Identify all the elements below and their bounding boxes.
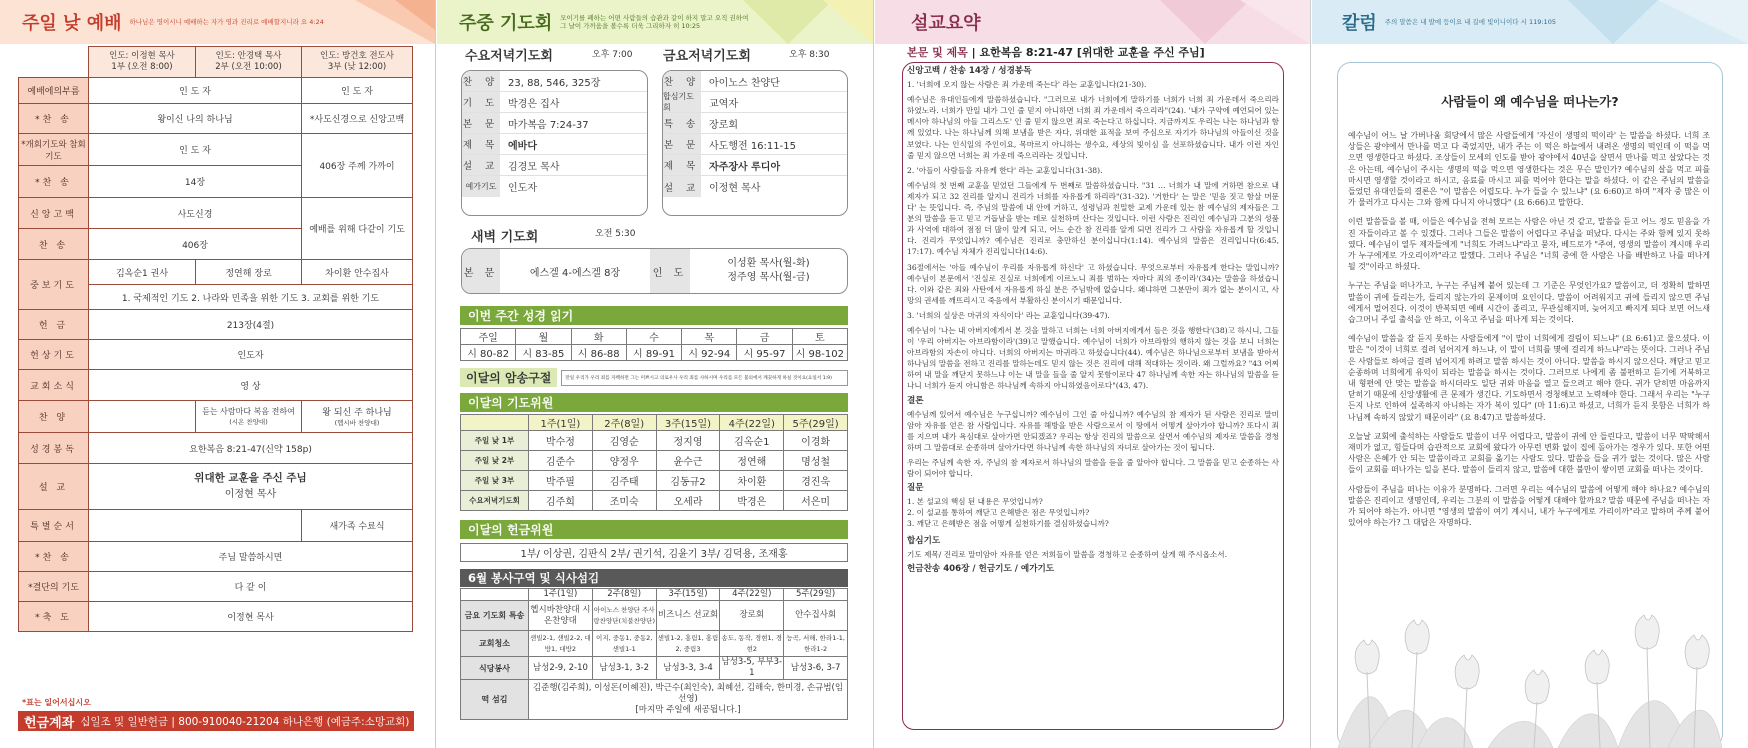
- service-category: 금요 기도회 특송: [461, 601, 529, 631]
- prayer-row-key: 본 문: [462, 113, 500, 133]
- prayer-row: [663, 176, 847, 197]
- prayer-row-key: 제 목: [663, 155, 701, 175]
- prayer-row: [663, 155, 847, 176]
- reading-day: 토: [792, 329, 847, 345]
- header-decoration: [295, 0, 435, 44]
- column-text: [1348, 130, 1710, 537]
- reading-day: 주일: [461, 329, 516, 345]
- sermon-paragraph: 우리는 주님께 속한 자, 주님의 참 제자로서 하나님의 말씀을 듣을 줄 알아야 합니다. 그 말씀을 믿고 순종하는 사람이 되어야 합니다.: [907, 458, 1279, 479]
- prayer-week-head: 2주(8일): [592, 415, 656, 431]
- service-cell: 김준행(김주희), 이성돈(이혜진), 박근수(최인숙), 최혜선, 김해숙, 한미경, 손규범(임선영) [마지막 주일에 새공됩니다.]: [529, 680, 848, 720]
- prayer-name: 정지영: [656, 431, 720, 451]
- column-paragraph: 오늘날 교회에 출석하는 사람들도 말씀이 너무 어렵다고, 말씀이 귀에 안 들린다고, 말씀이 너무 딱딱해서 재미가 없고, 힘들다며 습관적으로 교회에 왔다가 아무런 변화 없이 집에 돌아가는 경우가 있다. 또한 어떤 사람은 은혜가 안 되는 말씀이라고 교회를 옮기는 사람도 있다. 말씀을 들을 귀가 없는 것이다. 많은 사람들이 교회를 떠나가는 일을 본다. 말씀이 들리지 않고, 말씀에 대한 불만이 쌓이면 교회를 떠나는 것이다.: [1348, 431, 1710, 475]
- service-3-head: 인도: 방건호 전도사 3부 (낮 12:00): [302, 47, 413, 78]
- fri-prayer-box: [662, 70, 848, 216]
- prayer-row-value: 사도행전 16:11-15: [709, 140, 796, 152]
- sermon-paragraph: 3. '너희의 실상은 마귀의 자식이다' 라는 교훈입니다(39-47).: [907, 310, 1110, 320]
- prayer-row-key: 제 목: [462, 134, 500, 154]
- prayer-name: 박경은: [720, 491, 784, 511]
- order-row: *찬 송 14장: [19, 166, 413, 198]
- header-verse: 하나님은 영이시니 예배하는 자가 영과 진리로 예배할지니라 요 4:24: [129, 18, 324, 26]
- question-item: 2. 이 설교를 통하여 깨닫고 은혜받은 점은 무엇입니까?: [907, 508, 1090, 518]
- prayer-row: [462, 176, 647, 197]
- column-paragraph: 이런 말씀들을 볼 때, 이들은 예수님을 전혀 모르는 사람은 아닌 것 같고, 말씀을 듣고 어느 정도 믿음을 가진 자들이라고 볼 수 있겠다. 그러나 그들은 말씀이 어렵다고 주님을 떠났다. 다시는 주와 함께 있지 못하였다. 예수님이 열두 제자들에게 "너희도 가려느냐"라고 묻자, 베드로가 "주여, 영생의 말씀이 계시매 우리가 누구에게로 가오리이까"라고 말했다. 그러나 주님은 "너희 중에 한 사람은 나를 배반하고 나를 떠나게 될 것"이라고 하셨다.: [1348, 217, 1710, 272]
- question-item: 3. 깨닫고 은혜받은 점을 어떻게 실천하기를 결심하셨습니까?: [907, 519, 1109, 529]
- wed-prayer-box: [461, 70, 648, 216]
- service-cell: 남성3-6, 3-7: [784, 657, 848, 680]
- service-table: [460, 588, 848, 720]
- prayer-row-value: 박경은 집사: [508, 98, 560, 110]
- prayer-week-head: 3주(15일): [656, 415, 720, 431]
- service-cell: 남성2-9, 2-10: [529, 657, 593, 680]
- panel-sunday-worship: [0, 0, 436, 748]
- header-verse: 주의 말씀은 내 발에 등이요 내 길에 빛이니이다 시 119:105: [1384, 18, 1556, 26]
- header-decoration: [1548, 0, 1748, 44]
- order-row: *결단의 기도 다 같 이: [19, 572, 413, 602]
- fri-prayer-title: 금요저녁기도회: [660, 45, 754, 64]
- sermon-paragraph: 1. '너희에 오지 않는 사람은 죄 가운데 죽는다' 라는 교훈입니다(21-30).: [907, 80, 1147, 90]
- sermon-paragraph: 36절에서는 '아들 예수님이 우리를 자유롭게 하신다' 고 하셨습니다. 무엇으로부터 자유롭게 한다는 말입니까? 예수님이 본문에서 '진실로 진실로 너희에게 이르노니 죄를 범하는 자마다 죄의 종이라'(34)는 말씀을 하셨습니다. 이와 같은 죄와 사탄에서 자유롭게 하실 분은 주님밖에 없습니다. 왜냐하면 그분만이 죄가 없는 분이시고, 사망의 권세를 깨뜨리시고 죽음에서 부활하신 분이시기 때문입니다.: [907, 262, 1279, 305]
- order-row: 헌 금 213장(4절): [19, 310, 413, 340]
- prayer-row-value: 인도자: [508, 183, 537, 194]
- prayer-name: 오세라: [656, 491, 720, 511]
- prayer-week-head: 5주(29일): [784, 415, 848, 431]
- service-category: 떡 섬김: [461, 680, 529, 720]
- order-row: *찬 송 주님 말씀하시면: [19, 542, 413, 572]
- prayer-name: 김주희: [529, 491, 593, 511]
- prayer-service: 주일 낮 2부: [461, 451, 529, 471]
- order-row: 특별순서 새가족 수료식: [19, 510, 413, 542]
- dawn-prayer-title: 새벽 기도회: [468, 226, 541, 245]
- prayer-row-key: 본 문: [663, 134, 701, 154]
- service-cell: 샌빌1-2, 홍림1, 홍림2, 중림3: [656, 631, 720, 657]
- prayer-row: [462, 113, 647, 134]
- panel-column: [1312, 0, 1748, 748]
- sermon-footer: 헌금찬송 406장 / 헌금기도 / 예가기도: [907, 563, 1055, 574]
- prayer-row-key: 찬 양: [462, 71, 500, 91]
- offering-committee: 1부/ 이상권, 김판식 2부/ 권기석, 김윤기 3부/ 김덕용, 조재홍: [460, 543, 848, 562]
- reading-day: 목: [682, 329, 737, 345]
- sermon-paragraph: 예수님의 첫 번째 교훈을 믿었던 그들에게 두 번째로 말씀하셨습니다. "31 … 너희가 내 말에 거하면 참으로 내 제자가 되고 32 진리를 알지니 진리가 너희를 자유롭게 하리라"(31-32). '거한다' 는 말은 '믿음 짓고 함살 머문다' 는 뜻입니다. 즉, 주님의 말씀에 내 안에 거하고, 성령님과 친밀한 교제 가운데 있는 참 예수님의 제자들은 그분의 말씀을 듣고 믿고 거듭남을 받는 데로 실천하며 산다는 것입니다. 이런 사람은 진리인 예수님과 그분의 성품과 사역에 대하여 점점 더 많이 알게 되고, 어느 순간 참 진리를 알게 되면 진리가 그 사람을 자유롭게 할 것입니다. 진리가 무엇입니까? 예수님은 진리로 충만하신 분이십니다(1:14). 예수님의 말씀은 진리입니다(6:45, 17:17). 예수님 자체가 진리입니다(14:6).: [907, 180, 1279, 257]
- fri-prayer-time: 오후 8:30: [786, 47, 832, 60]
- prayer-row-value: 마가복음 7:24-37: [508, 119, 589, 131]
- sermon-paragraph: 예수님께 있어서 예수님은 누구십니까? 예수님이 그인 줄 아십니까? 예수님의 참 제자가 된 사람은 진리로 말미암아 자유를 얻은 참 사람입니다. 자유를 해방을 받은 사람으로서 이 땅에서 어떻게 살아가야 합니까? 또다시 죄를 지으며 내가 욕심대로 살아가면 안되겠죠? 우리는 항상 진리의 말씀으로 살면서 예수님의 제자로 말씀을 경청하며 그 말씀대로 순종하며 살아가다면 하나님께 속한 하나님의 자녀로 살아가는 것이 됩니다.: [907, 409, 1279, 452]
- service-week-head: 4주(22일): [720, 589, 784, 601]
- offering-account: 헌금계좌 십일조 및 일반헌금 | 800-910040-21204 하나은행 (예금주:소망교회): [18, 711, 414, 731]
- prayer-name: 이경화: [784, 431, 848, 451]
- prayer-row: [663, 134, 847, 155]
- prayer-name: 김동규2: [656, 471, 720, 491]
- prayer-row-value: 교역자: [709, 98, 738, 110]
- order-row: 교회소식 영 상: [19, 370, 413, 401]
- order-row: 중보기도 김옥순1 권사 정연해 장로 차이환 안수집사: [19, 260, 413, 285]
- service-title: 6월 봉사구역 및 식사섬김: [460, 569, 848, 587]
- prayer-row-value: 김경모 목사: [508, 161, 560, 173]
- order-row: *축 도 이정현 목사: [19, 602, 413, 632]
- table-row: [461, 680, 848, 720]
- prayer-row-value: 에바다: [508, 140, 537, 152]
- wed-prayer-title: 수요저녁기도회: [462, 45, 556, 64]
- service-2-head: 인도: 안경택 목사 2부 (오전 10:00): [196, 47, 302, 78]
- service-week-head: 2주(8일): [592, 589, 656, 601]
- prayer-name: 김옥순1: [720, 431, 784, 451]
- service-category: 교회청소: [461, 631, 529, 657]
- reading-day: 화: [571, 329, 626, 345]
- header-decoration: [703, 0, 873, 44]
- prayer-name: 명성철: [784, 451, 848, 471]
- prayer-row-value: 23, 88, 546, 325장: [508, 77, 601, 89]
- prayer-committee-title: 이달의 기도위원: [460, 393, 848, 412]
- wed-prayer-time: 오후 7:00: [589, 47, 635, 60]
- page-title: 주일 낮 예배: [22, 13, 122, 34]
- service-cell: 헵시바찬양대 시온찬양대: [529, 601, 593, 631]
- service-cell: 샌빌2-1, 샌빌2-2, 대방1, 대방2: [529, 631, 593, 657]
- prayer-name: 차이환: [720, 471, 784, 491]
- prayer-row-value: 아이노스 찬양단: [709, 77, 780, 89]
- prayer-name: 정연해: [720, 451, 784, 471]
- page-title: 설교요약: [911, 13, 981, 34]
- prayer-row: [663, 71, 847, 92]
- order-row: *찬 송 왕이신 나의 하나님 *사도신경으로 신앙고백: [19, 104, 413, 134]
- worship-order-table: [18, 46, 413, 632]
- table-row: [461, 431, 848, 451]
- service-cell: 장로회: [720, 601, 784, 631]
- service-cell: 남성3-5, 부부3-1: [721, 657, 783, 678]
- dawn-text: 에스겔 4-에스겔 8장: [529, 267, 621, 279]
- sermon-paragraph: 예수님이 '나는 내 아버지에게서 본 것을 말하고 너희는 너희 아버지에게서 들은 것을 행한다'(38)고 하시니, 그들이 '우리 아버지는 아브라함이라'(39)고 말했습니다. 예수님이 너희가 아브라함의 행하지 않는 것을 보니 너희는 아브라함의 자손이 아니다. 너희의 아버지는 마귀라고 하셨습니다(44). 예수님은 하나님으로부터 보냄을 받아서 하나님의 말씀을 전하고 진리를 말하는데도 믿지 않는 것은 진리에 대해 적대하는 것이라. 왜 그럴까요? "43 어찌하여 내 말을 깨닫지 못하느냐 이는 내 말을 들을 줄 알지 못함이로다 47 하나님께 속한 자는 하나님의 말씀을 듣나니 너희가 듣지 아니함은 하나님께 속하지 아니하였음이로다"(43, 47).: [907, 325, 1279, 391]
- order-row: 찬 송 406장: [19, 229, 413, 260]
- service-cell: 아이노스 찬양단 주사랑찬양단(치불찬양단): [592, 601, 656, 631]
- prayer-row: [663, 92, 847, 113]
- prayer-service: 수요저녁기도회: [461, 491, 529, 511]
- table-row: [461, 471, 848, 491]
- header-column: [1312, 0, 1748, 44]
- prayer-name: 조미숙: [592, 491, 656, 511]
- dawn-prayer-time: 오전 5:30: [592, 226, 638, 239]
- prayer-row: [462, 92, 647, 113]
- dawn-prayer-box: 본 문 에스겔 4-에스겔 8장 인 도 이성환 목사(월-화) 정주영 목사(월-금): [461, 248, 848, 294]
- service-cell: 비즈니스 선교회: [656, 601, 720, 631]
- panel-sermon-summary: [875, 0, 1311, 748]
- order-row: 설 교 위대한 교훈을 주신 주님 이정현 목사: [19, 464, 413, 510]
- prayer-week-head: 4주(22일): [720, 415, 784, 431]
- table-row: [461, 491, 848, 511]
- prayer-row: [462, 155, 647, 176]
- prayer-name: 김영순: [592, 431, 656, 451]
- column-paragraph: 예수님이 말씀을 잘 듣지 못하는 사람들에게 "이 말이 너희에게 걸림이 되느냐" (요 6:61)고 물으셨다. 이 말은 "이것이 너희로 걸려 넘어지게 하느냐, 이 말이 너희를 몇에 걸리게 하느냐"라는 뜻이다. 그러나 주님은 사람들로 하여금 걸려 넘어지게 하려고 말씀 하시는 것이 아니다. 말씀을 하시지 않으신다. 깨닫고 믿고 순종하며 너희에게 유익이 되라는 말씀을 하시는 것이다. 그러므로 나에게 좀 불편하고 듣기에 거북하고 내 형편에 안 맞는 말씀을 하시더라도 일단 귀와 마음을 열고 들으려고 해야 한다. 귀가 닫히면 마음까지 닫히기 때문에 신앙생활에 큰 문제가 생긴다. 기도하면서 경청해보고 노력해야 한다. 그래서 우리는 "누구든지 나로 인하여 실족하지 아니하는 자가 복이 있다" (마 11:6)고 하셨고, 너희가 듣지 못함은 너희가 하나님께 속하지 않았기 때문이라" (요 8:47)고 말씀하셨다.: [1348, 334, 1710, 422]
- prayer-row-key: 찬 양: [663, 71, 701, 91]
- order-row: 찬 양 듣는 사람마다 복음 전하여 (시온 찬양대) 왕 되신 주 하나님 (헵시바 찬양대): [19, 401, 413, 433]
- reading-ref: 시 80-82: [461, 345, 516, 361]
- prayer-row-value: 장로회: [709, 119, 738, 131]
- tulip-illustration: [1338, 600, 1722, 748]
- prayer-row-key: 예가기도: [462, 176, 500, 197]
- prayer-name: 박주필: [529, 471, 593, 491]
- service-week-head: 1주(1일): [529, 589, 593, 601]
- prayer-name: 양정우: [592, 451, 656, 471]
- column-paragraph: 예수님이 어느 날 가버나움 회당에서 많은 사람들에게 '자신이 생명의 떡이라' 는 말씀을 하셨다. 너희 조상들은 광야에서 만나를 먹고 다 죽었지만, 내가 주는 이 떡은 하늘에서 내려온 생명의 떡인데 이 떡을 먹으면 영생한다고 하셨다. 조상들이 모세의 인도를 받아 광야에서 40년을 살면서 만나를 먹고 살았다는 것은 아는데, 예수님이 주시는 생명의 떡을 먹으면 영생한다는 것은 무슨 말인가? 예수님의 살을 먹고 피를 마시면 영생할 것이라고 하시고, 음료를 마시고 피를 먹어야 한다는 말을 하셨다. 이 같은 주님의 말씀을 들었던 유대인들의 결론은 "이 말씀은 어렵도다. 누가 들을 수 있느냐" (요 6:60)고 하며 "제자 중 많은 이가 물러가고 다시는 그와 함께 다니지 아니했다" (요 6:66)고 말한다.: [1348, 131, 1710, 208]
- header-weekday-prayer: [437, 0, 873, 44]
- page-title: 칼럼: [1342, 13, 1377, 34]
- column-paragraph: 사람들이 주님을 떠나는 이유가 분명하다. 그러면 우리는 예수님의 말씀에 어떻게 해야 하나요? 예수님의 말씀은 진리이고 생명인데, 우리는 그분의 이 말씀을 어떻게 대해야 할까요? 말씀 때문에 주님을 떠나는 자가 되어야 하는가. 아니면 "영생의 말씀이 여기 계시니, 내가 누구에게로 가리이까"라고 말하며 주께 붙어 있어야 하는가? 그 대답은 자명하다.: [1348, 484, 1710, 528]
- reading-ref: 시 95-97: [737, 345, 792, 361]
- stand-note: *표는 일어서십시오: [22, 698, 91, 707]
- order-row: 성경봉독 요한복음 8:21-47(신약 158p): [19, 433, 413, 464]
- order-row: *개회기도와 참회기도 인 도 자 406장 주께 가까이: [19, 134, 413, 166]
- table-row: [461, 601, 848, 631]
- sermon-paragraph: 예수님은 유대인들에게 말씀하셨습니다. "그러므로 내가 너희에게 말하기를 너희가 너희 죄 가운데서 죽으리라 하였노라. 너희가 만일 내가 그인 줄 믿지 아니하면 너희 죄 가운데서 죽으리라"(24). '내가 구약에 예언되어 있는 메시아 하나님의 아들 그리스도' 인 줄 믿지 않으면 죄로 죽는다고 하십니다. 지금까지도 우리는 나는 하나님과 함께 있었다. 나는 하나님께 의해 보냄을 받은 자다, 위대한 표적을 보여 주심으로 자기가 하나님의 아들이신 것을 보였다. 나는 인식일의 주인이요, 목마르지 아니하는 생수요, 세상의 빛이심 을 선포하셨습니다. 내가 이런 자인 줄 믿지 않으면 너희는 죄 가운데 죽으리라는 것입니다.: [907, 95, 1279, 160]
- question-item: 1. 본 설교의 핵심 된 내용은 무엇입니까?: [907, 497, 1043, 507]
- prayer-service: 주일 낮 1부: [461, 431, 529, 451]
- table-row: [461, 657, 848, 680]
- table-row: [461, 451, 848, 471]
- table-row: [461, 631, 848, 657]
- reading-ref: 시 98-102: [792, 345, 847, 361]
- text-and-title: 본문 및 제목 | 요한복음 8:21-47 [위대한 교훈을 주신 주님]: [907, 46, 1205, 59]
- prayer-week-head: 1주(1일): [529, 415, 593, 431]
- header-verse: 모이기를 폐하는 어떤 사람들의 습관과 같이 하지 말고 오직 권하여 그 날이 가까움을 볼수록 더욱 그리하자 히 10:25: [560, 14, 749, 30]
- offering-committee-title: 이달의 헌금위원: [460, 520, 848, 539]
- service-week-head: 3주(15일): [656, 589, 720, 601]
- prayer-name: 김준수: [529, 451, 593, 471]
- service-category: 식당봉사: [461, 657, 529, 680]
- order-row: 예배에의부름 인 도 자 인 도 자: [19, 78, 413, 104]
- order-row: 헌상기도 인도자: [19, 340, 413, 370]
- reading-table: [460, 328, 848, 361]
- service-cell: 이지, 중동1, 중동2, 샌빌1-1: [592, 631, 656, 657]
- prayer-row-value: 이정현 목사: [709, 183, 761, 194]
- prayer-row-key: 합심기도회: [663, 92, 701, 112]
- prayer-row-value: 자주장사 루디아: [709, 161, 781, 173]
- sermon-text: 신앙고백 / 찬송 14장 / 성경봉독 1. '너희에 오지 않는 사람은 죄 가운데 죽는다' 라는 교훈입니다(21-30). 예수님은 유대인들에게 말씀하셨습니다. "그러므로 내가 너희에게 말하기를 너희가 너희 죄 가운데서 죽으리라 하였노라. 너희가 만일 내가 그인 줄 믿지 아니하면 너희 죄 가운데서 죽으리라"(24). '내가 구약에 예언되어 있는 메시아 하나님의 아들 그리스도' 인 줄 믿지 않으면 죄로 죽는다고 하십니다. 지금까지도 우리는 나는 하나님과 함께 있었다. 나는 하나님께 의해 보냄을 받은 자다, 위대한 표적을 보여 주심으로 자기가 하나님의 아들이신 것을 보였다. 나는 인식일의 주인이요, 목마르지 아니하는 생수요, 세상의 빛이심 을 선포하셨습니다. 내가 이런 자인 줄 믿지 않으면 너희는 죄 가운데 죽으리라는 것입니다. 2. '아들이 사람들을 자유케 한다' 라는 교훈입니다(31-38). 예수님의 첫 번째 교훈을 믿었던 그들에게 두 번째로 말씀하셨습니다. "31 … 너희가 내 말에 거하면 참으로 내 제자가 되고 32 진리를 알지니 진리가 너희를 자유롭게 하리라"(31-32). '거한다' 는 말은 '믿음 짓고 함살 머문다' 는 뜻입니다. 즉, 주님의 말씀에 내 안에 거하고, 성령님과 친밀한 교제 가운데 있는 참 예수님의 제자들은 그분의 말씀을 듣고 믿고 거듭남을 받는 데로 실천하며 산다는 것입니다. 이런 사람은 진리인 예수님과 그분의 성품과 사역에 대하여 점점 더 많이 알게 되고, 어느 순간 참 진리를 알게 되면 진리가 그 사람을 자유롭게 할 것입니다. 진리가 무엇입니까? 예수님은 진리로 충만하신 분이십니다(1:14). 예수님의 말씀은 진리입니다(6:45, 17:17). 예수님 자체가 진리입니다(14:6). 36절에서는 '아들 예수님이 우리를 자유롭게 하신다' 고 하셨습니다. 무엇으로부터 자유롭게 한다는 말입니까? 예수님이 본문에서 '진실로 진실로 너희에게 이르노니 죄를 범하는 자마다 죄의 종이라'(34)는 말씀을 하셨습니다. 이와 같은 죄와 사탄에서 자유롭게 하실 분은 주님밖에 없습니다. 왜냐하면 그분만이 죄가 없는 분이시고, 사망의 권세를 깨뜨리시고 죽음에서 부활하신 분이시기 때문입니다. 3. '너희의 실상은 마귀의 자식이다' 라는 교훈입니다(39-47). 예수님이 '나는 내 아버지에게서 본 것을 말하고 너희는 너희 아버지에게서 들은 것을 행한다'(38)고 하시니, 그들이 '우리 아버지는 아브라함이라'(39)고 말했습니다. 예수님이 너희가 아브라함의 행하지 않는 것을 보니 너희는 아브라함의 자손이 아니다. 너희의 아버지는 마귀라고 하셨습니다(44). 예수님은 하나님으로부터 보냄을 받아서 하나님의 말씀을 전하고 진리를 말하는데도 믿지 않는 것은 진리에 대해 적대하는 것이라. 왜 그럴까요? "43 어찌하여 내 말을 깨닫지 못하느냐 이는 내 말을 들을 줄 알지 못함이로다 47 하나님께 속한 자는 하나님의 말씀을 듣나니 너희가 듣지 아니함은 하나님께 속하지 아니하였음이로다"(43, 47). 결론 예수님께 있어서 예수님은 누구십니까? 예수님이 그인 줄 아십니까? 예수님의 참 제자가 된 사람은 진리로 말미암아 자유를 얻은 참 사람입니다. 자유를 해방을 받은 사람으로서 이 땅에서 어떻게 살아가야 합니까? 또다시 죄를 지으며 내가 욕심대로 살아가면 안되겠죠? 우리는 항상 진리의 말씀으로 살면서 예수님의 제자로 말씀을 경청하며 그 말씀대로 순종하며 살아가다면 하나님께 속한 하나님의 자녀로 살아가는 것이 됩니다. 우리는 주님께 속한 자, 주님의 참 제자로서 하나님의 말씀을 듣을 줄 알아야 합니다. 그 말씀을 믿고 순종하는 사람이 되어야 합니다. 질문 1. 본 설교의 핵심 된 내용은 무엇입니까? 2. 이 설교를 통하여 깨닫고 은혜받은 점은 무엇입니까? 3. 깨닫고 은혜받은 점을 어떻게 실천하기를 결심하셨습니까? 합심기도 기도 제목/ 진리로 말미암아 자유를 얻은 저희들이 말씀을 경청하고 순종하여 살게 해 주시옵소서. 헌금찬송 406장 / 헌금기도 / 예가기도: [907, 66, 1279, 574]
- prayer-row-key: 기 도: [462, 92, 500, 112]
- order-row: 신앙고백 사도신경 예배를 위해 다같이 기도: [19, 198, 413, 229]
- page-title: 주중 기도회: [459, 13, 553, 34]
- reading-ref: 시 92-94: [682, 345, 737, 361]
- service-cell: 남성3-3, 3-4: [656, 657, 720, 680]
- service-week-head: 5주(29일): [784, 589, 848, 601]
- prayer-name: 경진욱: [784, 471, 848, 491]
- reading-day: 수: [626, 329, 681, 345]
- service-cell: 남성3-1, 3-2: [592, 657, 656, 680]
- prayer-topics: 1. 국제적인 기도 2. 나라와 민족을 위한 기도 3. 교회를 위한 기도: [89, 285, 413, 310]
- prayer-service: 주일 낮 3부: [461, 471, 529, 491]
- sermon-title: 위대한 교훈을 주신 주님: [194, 472, 307, 484]
- service-cell: 송도, 동작, 경현1, 경현2: [720, 631, 784, 657]
- prayer-row-key: 설 교: [663, 176, 701, 197]
- prayer-row-key: 특 송: [663, 113, 701, 133]
- reading-ref: 시 83-85: [516, 345, 571, 361]
- prayer-committee-table: [460, 414, 848, 511]
- header-sunday-worship: [0, 0, 435, 44]
- reading-ref: 시 86-88: [571, 345, 626, 361]
- column-paragraph: 누구는 주님을 떠나가고, 누구는 주님께 붙어 있는데 그 기준은 무엇인가요? 말씀이고, 더 정확히 말하면 말씀이 귀에 들리는가, 들리지 않는가의 문제이며 요인이다. 말씀이 어려워지고 귀에 들리지 않으면 주님에게서 멀어진다. 이것이 반복되면 예배 시간이 졸리고, 무관심해지며, 늦어지고 빠지게 되다 보면 어느새 습그머니 주일 출석을 안 하고, 이윽고 주님을 떠나게 되는 것이다.: [1348, 281, 1710, 325]
- reading-ref: 시 89-91: [626, 345, 681, 361]
- service-cell: 능곡, 서해, 한라1-1, 한라1-2: [784, 631, 848, 657]
- reading-title: 이번 주간 성경 읽기: [460, 306, 848, 325]
- service-cell: 안수집사회: [784, 601, 848, 631]
- prayer-name: 김주태: [592, 471, 656, 491]
- prayer-row: [462, 134, 647, 155]
- prayer-name: 윤수근: [656, 451, 720, 471]
- prayer-name: 박수정: [529, 431, 593, 451]
- memory-verse: 이달의 암송구절 만일 우리가 우리 죄를 자백하면 그는 미쁘시고 의로우사 우리 죄를 사하시며 우리를 모든 불의에서 깨끗하게 하실 것이요(요일서 1:9): [460, 368, 848, 387]
- header-decoration: [1130, 0, 1310, 44]
- header-sermon-summary: [875, 0, 1310, 44]
- reading-day: 금: [737, 329, 792, 345]
- sermon-paragraph: 2. '아들이 사람들을 자유케 한다' 라는 교훈입니다(31-38).: [907, 165, 1103, 175]
- prayer-name: 서은미: [784, 491, 848, 511]
- prayer-row: [462, 71, 647, 92]
- column-title: 사람들이 왜 예수님을 떠나는가?: [1441, 94, 1619, 109]
- prayer-row: [663, 113, 847, 134]
- reading-day: 월: [516, 329, 571, 345]
- service-1-head: 인도: 이정현 목사 1부 (오전 8:00): [89, 47, 196, 78]
- prayer-row-key: 설 교: [462, 155, 500, 175]
